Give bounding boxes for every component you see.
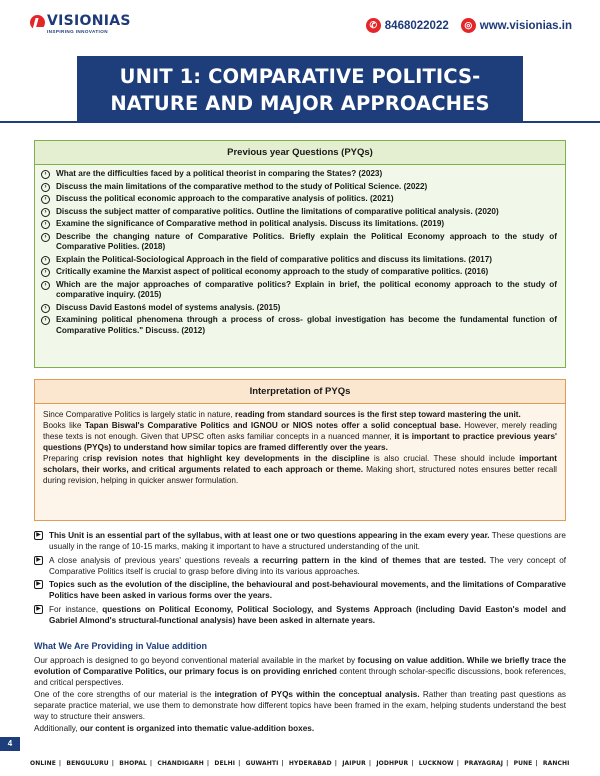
interpretation-body bbox=[35, 404, 565, 486]
interpretation-paragraph: Preparing crisp revision notes that highlight key developments in the discipline is also crucial. These should include important scholars, their works, and critical arguments related to each approach or theme. Making short, structured notes ensures better recall during revision, helping in quicker answer formulation. bbox=[43, 454, 557, 485]
key-point: ▶ For instance, questions on Political Economy, Political Sociology, and Systems Approach (including David Easton's model and Gabriel Almond's structural-functional analysis) have been asked in alternate years. bbox=[34, 604, 566, 626]
circle-chevron-icon: › bbox=[41, 256, 50, 265]
website-link[interactable]: www.visionias.in bbox=[479, 19, 572, 32]
title-rule bbox=[0, 121, 600, 123]
footer-city: JAIPUR bbox=[342, 760, 366, 767]
vision-ias-logo bbox=[30, 14, 131, 35]
pyq-item: › Examining political phenomena through a process of cross- global investigation has become the fundamental function of Comparative Politics." Discuss. (2012) bbox=[41, 315, 557, 336]
pyq-box bbox=[34, 140, 566, 368]
footer-city: ONLINE bbox=[30, 760, 56, 767]
footer-cities: ONLINE | BENGULURU | BHOPAL | CHANDIGARH | DELHI | GUWAHTI | HYDERABAD | JAIPUR | JODHPUR | LUCKNOW | PRAYAGRAJ | PUNE | RANCHI bbox=[30, 760, 570, 767]
footer-city: BENGULURU bbox=[66, 760, 109, 767]
value-addition-heading: What We Are Providing in Value addition bbox=[34, 641, 208, 651]
circle-chevron-icon: › bbox=[41, 170, 50, 179]
circle-chevron-icon: › bbox=[41, 195, 50, 204]
logo-name: VISIONIAS bbox=[47, 13, 131, 29]
footer-city: LUCKNOW bbox=[418, 760, 454, 767]
pyq-item: › Explain the Political-Sociological Approach in the field of comparative politics and discuss its limitations. (2017) bbox=[41, 255, 557, 266]
pyq-item: › Examine the significance of Comparative method in political analysis. Discuss its limitations. (2019) bbox=[41, 219, 557, 230]
pyq-item: › Which are the major approaches of comparative politics? Explain in brief, the political economy approach to the study of comparative inquiry. (2015) bbox=[41, 280, 557, 301]
key-point: ▶ Topics such as the evolution of the discipline, the behavioural and post-behavioural movements, and the limitations of Comparative Politics have been asked in various forms over the years. bbox=[34, 579, 566, 601]
circle-chevron-icon: › bbox=[41, 183, 50, 192]
interpretation-paragraph: Since Comparative Politics is largely static in nature, reading from standard sources is the first step toward mastering the unit. bbox=[43, 410, 521, 419]
logo-check-icon bbox=[30, 15, 45, 30]
footer-city: DELHI bbox=[214, 760, 236, 767]
circle-chevron-icon: › bbox=[41, 268, 50, 277]
contact-info bbox=[366, 18, 572, 33]
pyq-item: › Discuss David Eastonś model of systems analysis. (2015) bbox=[41, 303, 557, 314]
value-paragraph: Additionally, our content is organized into thematic value-addition boxes. bbox=[34, 724, 315, 733]
footer-city: HYDERABAD bbox=[288, 760, 332, 767]
page-header bbox=[0, 0, 600, 52]
value-addition-body bbox=[34, 655, 566, 735]
circle-chevron-icon: › bbox=[41, 316, 50, 325]
footer-city: CHANDIGARH bbox=[157, 760, 204, 767]
play-icon: ▶ bbox=[34, 605, 43, 614]
pyq-item: › Discuss the subject matter of comparative politics. Outline the limitations of comparative political analysis. (2020) bbox=[41, 207, 557, 218]
pyq-item: › Critically examine the Marxist aspect of political economy approach to the study of comparative politics. (2016) bbox=[41, 267, 557, 278]
pyq-item: › Discuss the political economic approach to the comparative analysis of politics. (2021) bbox=[41, 194, 557, 205]
key-point: ▶ This Unit is an essential part of the syllabus, with at least one or two questions appearing in the exam every year. These questions are usually in the range of 10-15 marks, making it important to have a structured understanding of the unit. bbox=[34, 530, 566, 552]
play-icon: ▶ bbox=[34, 580, 43, 589]
interpretation-paragraph: Books like Tapan Biswal's Comparative Politics and IGNOU or NIOS notes offer a solid conceptual base. However, merely reading these texts is not enough. Given that UPSC often asks familiar concepts in a nuanced manner, it is important to practice previous years' questions (PYQs) to understand how similar topics are framed differently over the years. bbox=[43, 421, 557, 452]
footer-city: BHOPAL bbox=[119, 760, 147, 767]
unit-title-line-1: UNIT 1: COMPARATIVE POLITICS- bbox=[119, 65, 481, 88]
circle-chevron-icon: › bbox=[41, 220, 50, 229]
circle-chevron-icon: › bbox=[41, 304, 50, 313]
footer-city: GUWAHTI bbox=[245, 760, 279, 767]
pyq-heading: Previous year Questions (PYQs) bbox=[35, 141, 565, 165]
interpretation-heading: Interpretation of PYQs bbox=[35, 380, 565, 404]
value-paragraph: Our approach is designed to go beyond conventional material available in the market by focusing on value addition. While we briefly trace the evolution of Comparative Politics, our primary focus is on providing enriched content through scholar-specific discussions, book references, and critical perspectives. bbox=[34, 656, 566, 687]
key-point: ▶ A close analysis of previous years' questions reveals a recurring pattern in the kind of themes that are tested. The very concept of Comparative Politics itself is crucial to grasp before diving into its various approaches. bbox=[34, 555, 566, 577]
key-points-list bbox=[34, 530, 566, 628]
value-paragraph: One of the core strengths of our material is the integration of PYQs within the conceptual analysis. Rather than treating past questions as separate practice material, we use them to demonstrate how different topics have been framed in the exam, helping students understand the best way to structure their answers. bbox=[34, 690, 566, 721]
footer-city: JODHPUR bbox=[376, 760, 409, 767]
pyq-item: › Describe the changing nature of Comparative Politics. Briefly explain the Political Economy approach to the study of Comparative Polities. (2018) bbox=[41, 232, 557, 253]
globe-icon: ◎ bbox=[461, 18, 476, 33]
logo-tagline: INSPIRING INNOVATION bbox=[47, 29, 108, 34]
interpretation-box bbox=[34, 379, 566, 521]
circle-chevron-icon: › bbox=[41, 233, 50, 242]
phone-number[interactable]: 8468022022 bbox=[384, 19, 449, 32]
unit-title bbox=[77, 56, 523, 122]
page-number: 4 bbox=[0, 737, 20, 751]
footer-city: RANCHI bbox=[542, 760, 570, 767]
circle-chevron-icon: › bbox=[41, 281, 50, 290]
pyq-item: › Discuss the main limitations of the comparative method to the study of Political Science. (2022) bbox=[41, 182, 557, 193]
play-icon: ▶ bbox=[34, 556, 43, 565]
circle-chevron-icon: › bbox=[41, 208, 50, 217]
pyq-list bbox=[35, 165, 565, 336]
footer-city: PRAYAGRAJ bbox=[464, 760, 504, 767]
pyq-item: › What are the difficulties faced by a political theorist in comparing the States? (2023) bbox=[41, 169, 557, 180]
play-icon: ▶ bbox=[34, 531, 43, 540]
footer-city: PUNE bbox=[513, 760, 533, 767]
whatsapp-icon: ✆ bbox=[366, 18, 381, 33]
unit-title-line-2: NATURE AND MAJOR APPROACHES bbox=[110, 92, 490, 115]
